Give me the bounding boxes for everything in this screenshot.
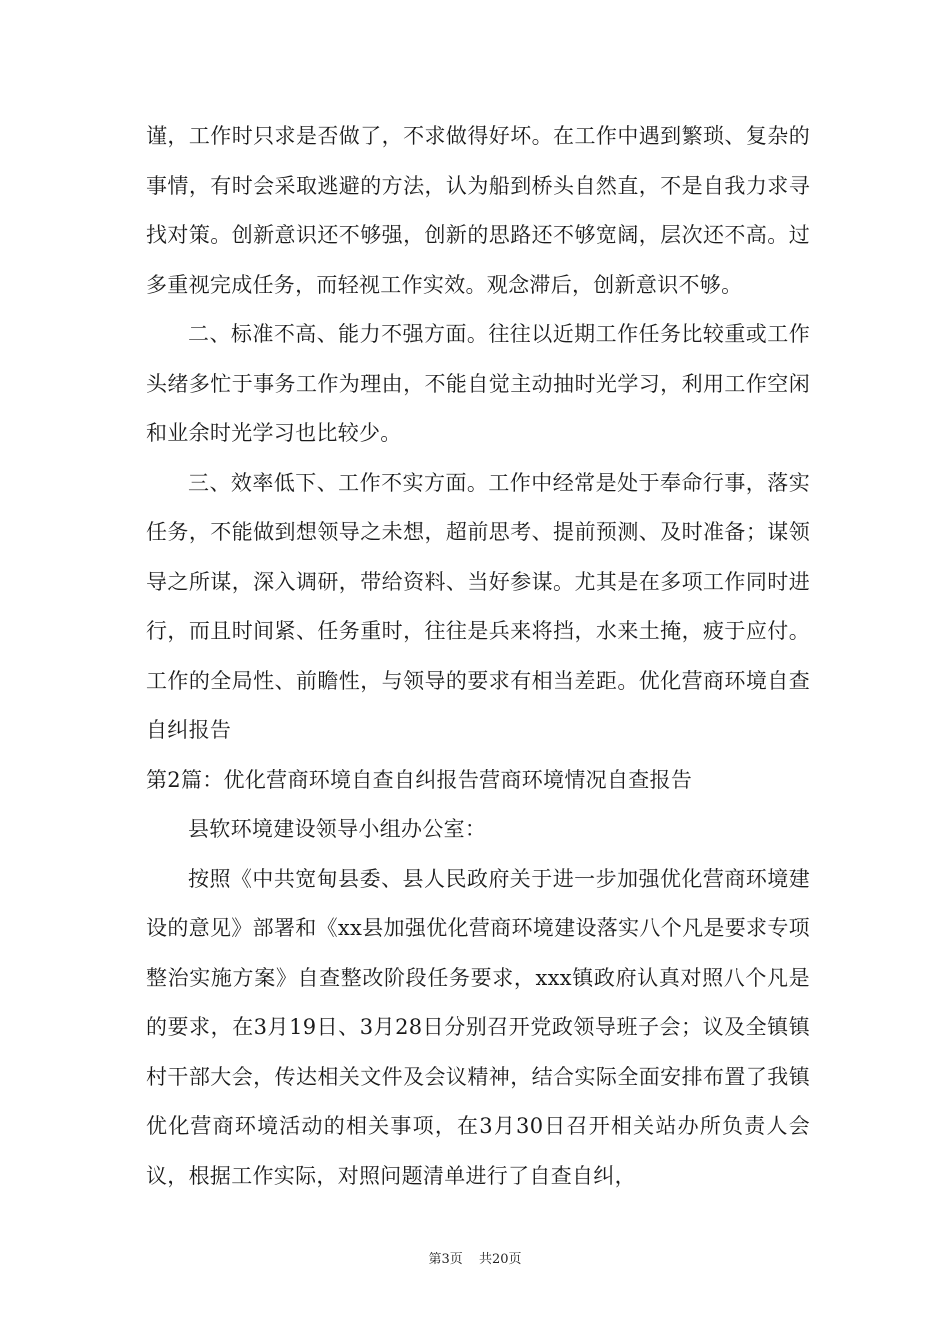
addressee-line: 县软环境建设领导小组办公室： — [188, 817, 487, 841]
paragraph-2: 二、标准不高、能力不强方面。往往以近期工作任务比较重或工作头绪多忙于事务工作为理由，不能自觉主动抽时光学习，利用工作空闲和业余时光学习也比较少。 — [146, 322, 810, 445]
section-heading: 第2篇：优化营商环境自查自纠报告营商环境情况自查报告 — [146, 767, 693, 792]
paragraph-6: 按照《中共宽甸县委、县人民政府关于进一步加强优化营商环境建设的意见》部署和《xx县加强优化营商环境建设落实八个凡是要求专项整治实施方案》自查整改阶段任务要求，xxx镇政府认真对照八个凡是的要求，在3月19日、3月28日分别召开党政领导班子会；议及全镇镇村干部大会，传达相关文件及会议精神，结合实际全面安排布置了我镇优化营商环境活动的相关事项，在3月30日召开相关站办所负责人会议，根据工作实际，对照问题清单进行了自查自纠， — [146, 866, 810, 1188]
paragraph-1: 谨，工作时只求是否做了，不求做得好坏。在工作中遇到繁琐、复杂的事情，有时会采取逃避的方法，认为船到桥头自然直，不是自我力求寻找对策。创新意识还不够强，创新的思路还不够宽阔，层次还不高。过多重视完成任务，而轻视工作实效。观念滞后，创新意识不够。 — [146, 124, 810, 297]
paragraph-3: 三、效率低下、工作不实方面。工作中经常是处于奉命行事，落实任务，不能做到想领导之未想，超前思考、提前预测、及时准备；谋领导之所谋，深入调研，带给资料、当好参谋。尤其是在多项工作同时进行，而且时间紧、任务重时，往往是兵来将挡，水来土掩，疲于应付。工作的全局性、前瞻性，与领导的要求有相当差距。优化营商环境自查自纠报告 — [146, 470, 810, 742]
page-total: 共20页 — [478, 1252, 522, 1267]
document-body — [146, 112, 810, 1201]
page-number: 第3页 — [428, 1252, 463, 1267]
page-footer — [0, 1248, 950, 1267]
